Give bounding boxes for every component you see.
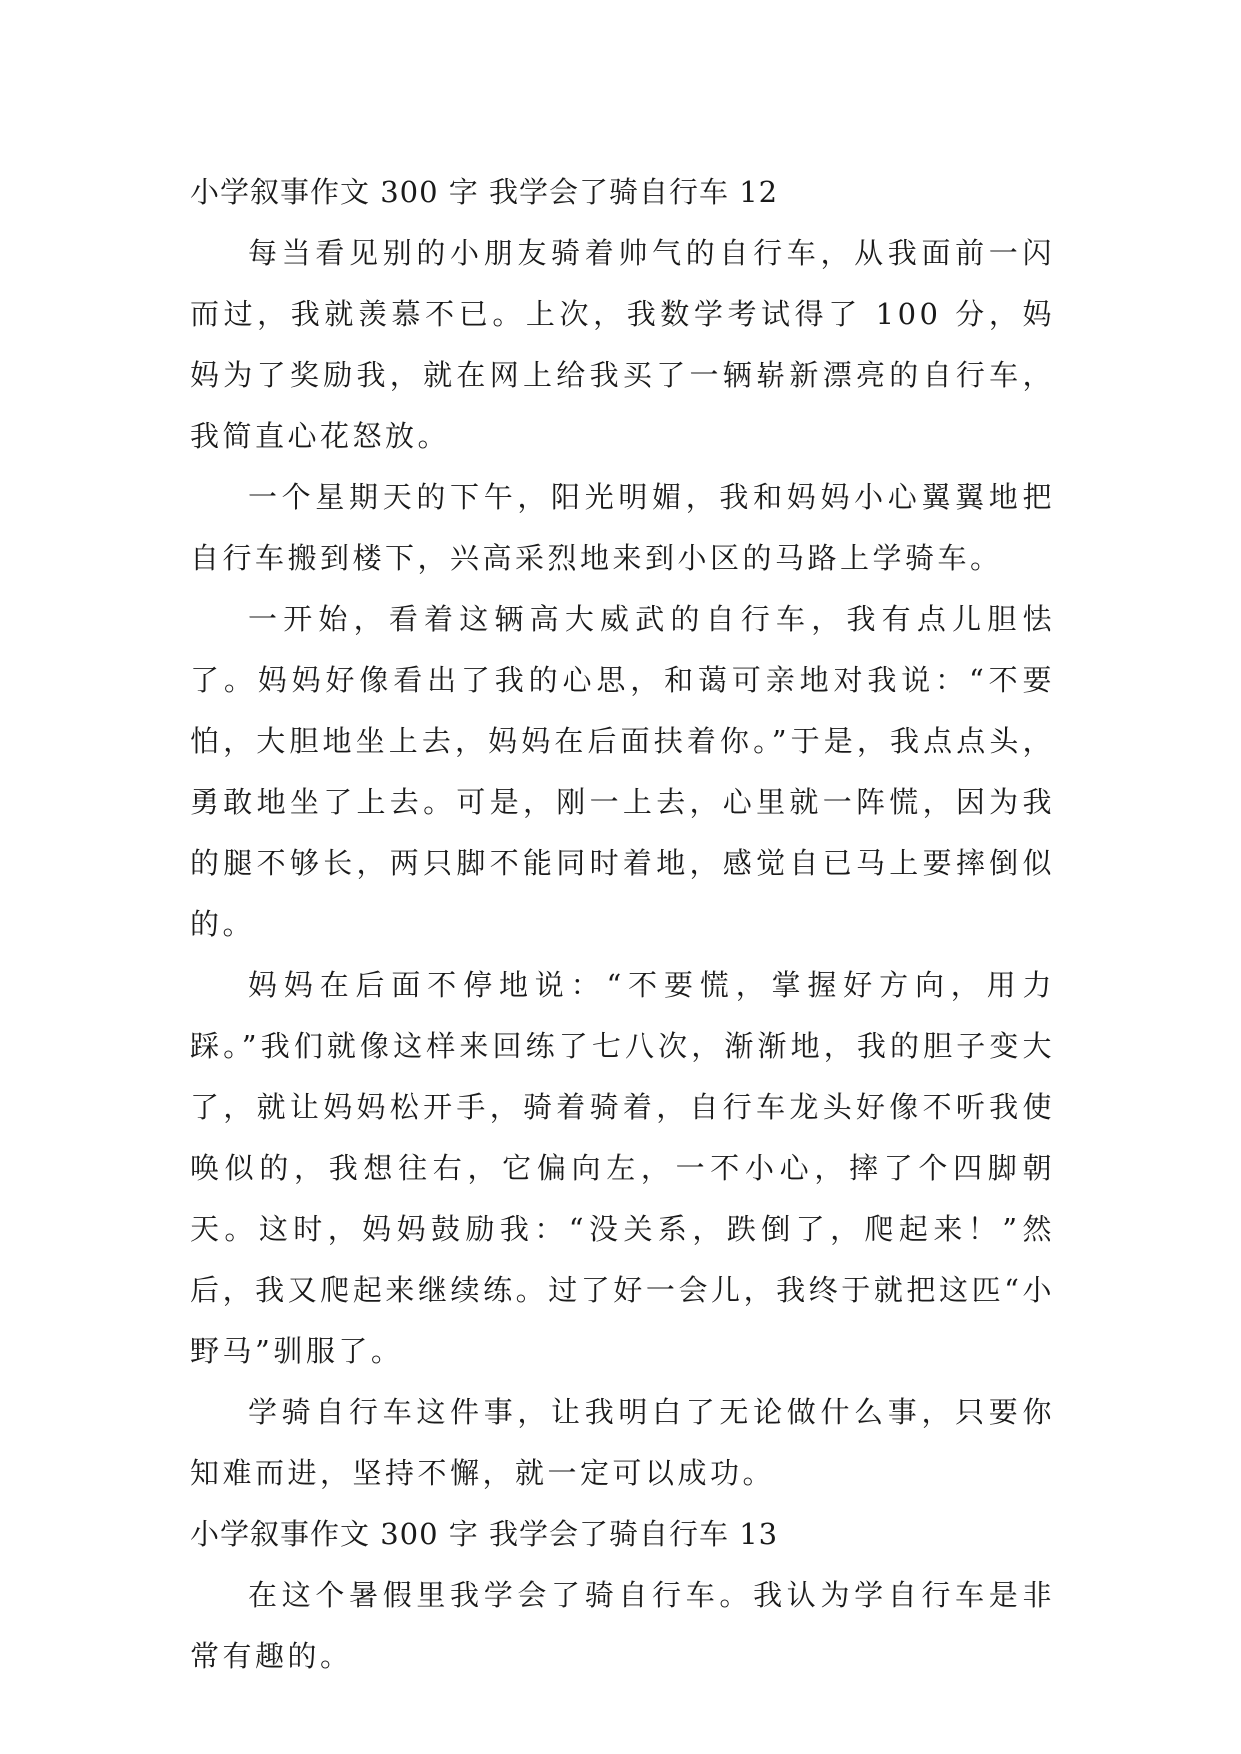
paragraph: 一开始，看着这辆高大威武的自行车，我有点儿胆怯了。妈妈好像看出了我的心思，和蔼可亲地对我说：“不要怕，大胆地坐上去，妈妈在后面扶着你。”于是，我点点头，勇敢地坐了上去。可是，刚一上去，心里就一阵慌，因为我的腿不够长，两只脚不能同时着地，感觉自已马上要摔倒似的。 bbox=[190, 602, 1055, 941]
essay-title-12: 小学叙事作文 300 字 我学会了骑自行车 12 bbox=[190, 175, 779, 209]
paragraph: 每当看见别的小朋友骑着帅气的自行车，从我面前一闪而过，我就羡慕不已。上次，我数学考试得了 100 分，妈妈为了奖励我，就在网上给我买了一辆崭新漂亮的自行车，我简直心花怒放。 bbox=[190, 236, 1055, 453]
paragraph: 妈妈在后面不停地说：“不要慌，掌握好方向，用力踩。”我们就像这样来回练了七八次，渐渐地，我的胆子变大了，就让妈妈松开手，骑着骑着，自行车龙头好像不听我使唤似的，我想往右，它偏向左，一不小心，摔了个四脚朝天。这时，妈妈鼓励我：“没关系，跌倒了，爬起来！”然后，我又爬起来继续练。过了好一会儿，我终于就把这匹“小野马”驯服了。 bbox=[190, 968, 1055, 1368]
paragraph: 一个星期天的下午，阳光明媚，我和妈妈小心翼翼地把自行车搬到楼下，兴高采烈地来到小区的马路上学骑车。 bbox=[190, 480, 1055, 575]
paragraph: 在这个暑假里我学会了骑自行车。我认为学自行车是非常有趣的。 bbox=[190, 1578, 1055, 1673]
paragraph: 学骑自行车这件事，让我明白了无论做什么事，只要你知难而进，坚持不懈，就一定可以成功。 bbox=[190, 1395, 1055, 1490]
essay-title-13: 小学叙事作文 300 字 我学会了骑自行车 13 bbox=[190, 1517, 779, 1551]
document-body bbox=[190, 162, 1055, 1687]
